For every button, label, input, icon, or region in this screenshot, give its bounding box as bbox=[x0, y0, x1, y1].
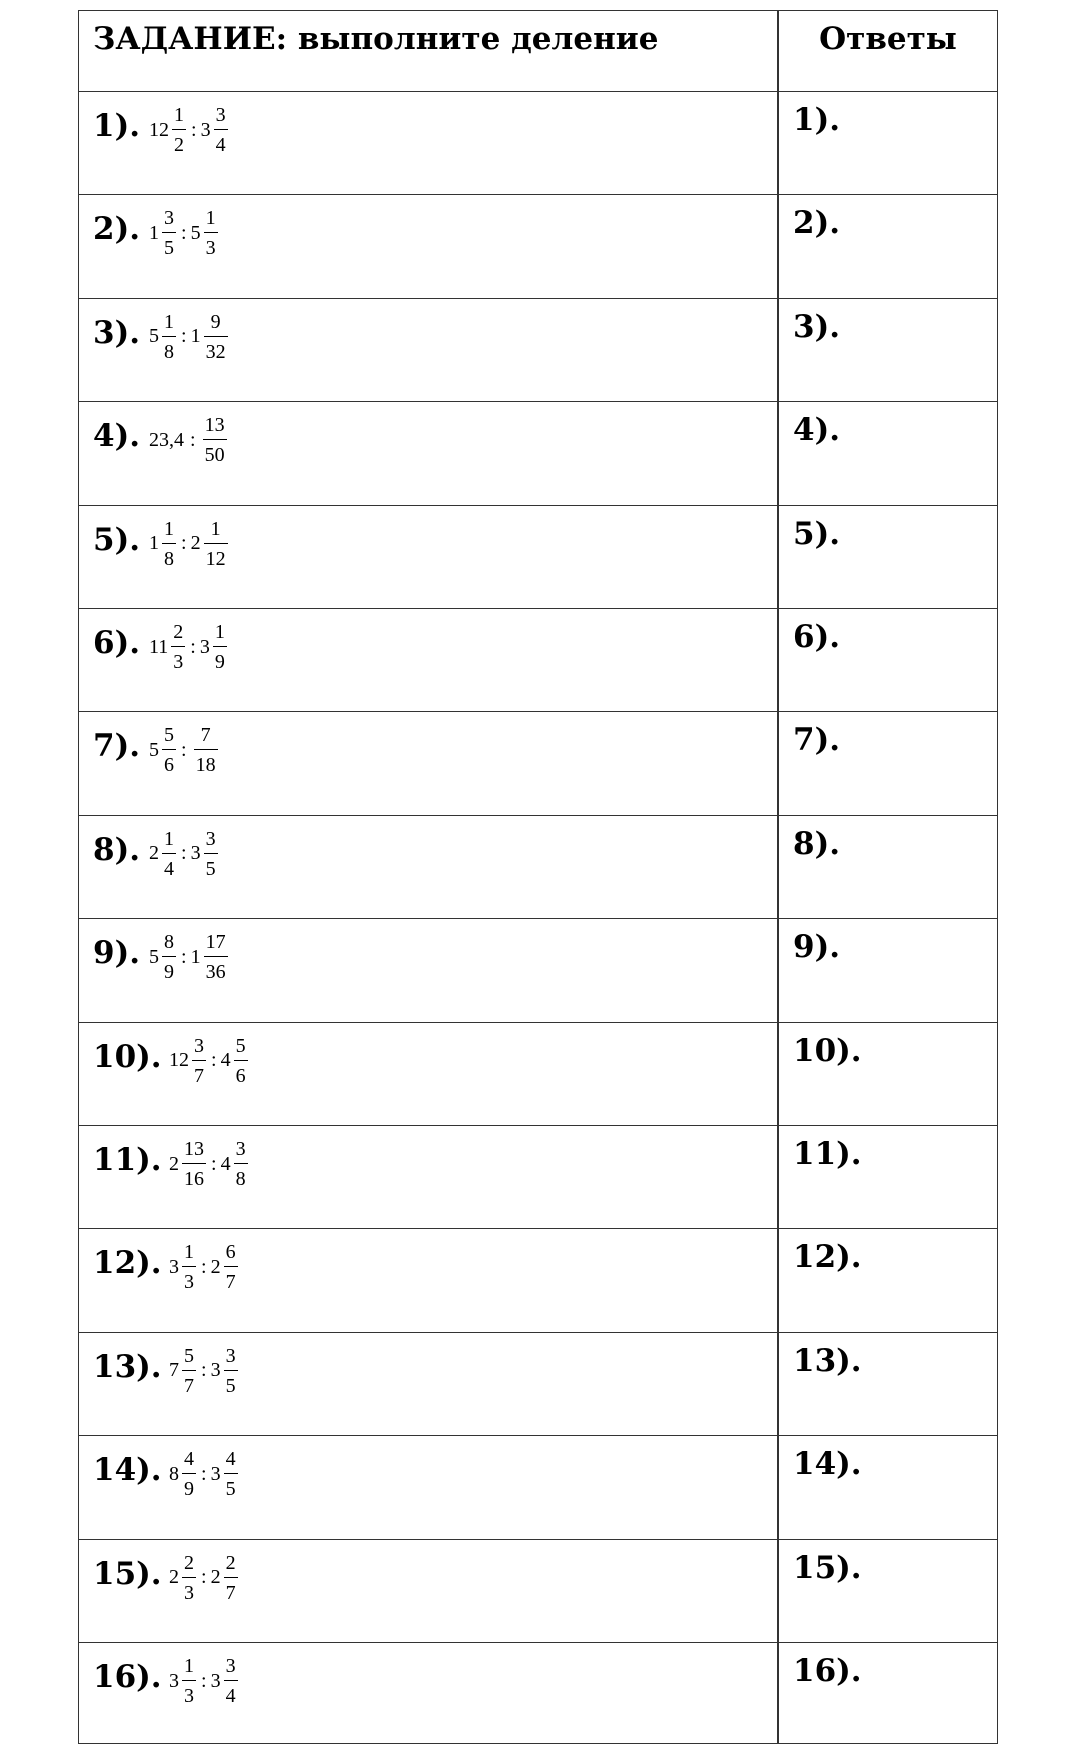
division-expression bbox=[149, 615, 228, 679]
denominator: 7 bbox=[194, 1064, 204, 1087]
task-number: 5). bbox=[93, 521, 141, 558]
fraction bbox=[162, 208, 176, 258]
numerator: 5 bbox=[164, 724, 174, 747]
fraction bbox=[203, 415, 227, 465]
denominator: 7 bbox=[225, 1271, 236, 1294]
division-operator: : bbox=[201, 1462, 207, 1485]
whole-part: 7 bbox=[169, 1359, 179, 1382]
fraction bbox=[213, 622, 227, 672]
division-expression bbox=[149, 408, 228, 472]
answer-field[interactable]: 4). bbox=[793, 412, 841, 449]
answer-field[interactable]: 10). bbox=[793, 1032, 862, 1069]
whole-part: 1 bbox=[190, 325, 201, 348]
whole-part: 3 bbox=[210, 1462, 221, 1485]
fraction bbox=[204, 519, 228, 569]
denominator: 36 bbox=[205, 961, 226, 984]
numerator: 1 bbox=[174, 104, 184, 126]
denominator: 9 bbox=[214, 651, 225, 673]
numerator: 1 bbox=[164, 827, 174, 850]
fraction bbox=[182, 1449, 196, 1499]
task-row bbox=[79, 1539, 997, 1642]
fraction bbox=[182, 1346, 196, 1396]
task-number: 1). bbox=[93, 108, 141, 144]
division-operator: : bbox=[181, 842, 187, 865]
fraction bbox=[204, 829, 218, 879]
answer-field[interactable]: 16). bbox=[793, 1653, 862, 1689]
division-operator: : bbox=[181, 221, 187, 244]
answer-field[interactable]: 6). bbox=[793, 619, 841, 655]
fraction bbox=[182, 1242, 196, 1292]
denominator: 7 bbox=[184, 1374, 194, 1397]
numerator: 3 bbox=[235, 1138, 246, 1160]
fraction bbox=[182, 1656, 196, 1706]
numerator: 3 bbox=[225, 1344, 236, 1367]
denominator: 6 bbox=[235, 1064, 246, 1087]
division-operator: : bbox=[211, 1152, 217, 1175]
whole-part: 8 bbox=[169, 1462, 179, 1485]
task-row bbox=[79, 298, 997, 401]
denominator: 18 bbox=[195, 754, 216, 777]
task-column-header: ЗАДАНИЕ: выполните деление bbox=[93, 21, 659, 57]
denominator: 5 bbox=[225, 1374, 236, 1397]
numerator: 3 bbox=[225, 1655, 236, 1677]
division-operator: : bbox=[190, 635, 196, 658]
division-operator: : bbox=[181, 532, 187, 555]
whole-part: 1 bbox=[149, 532, 159, 555]
whole-part: 5 bbox=[190, 221, 201, 244]
denominator: 16 bbox=[184, 1168, 204, 1190]
division-operator: : bbox=[201, 1359, 207, 1382]
numerator: 1 bbox=[205, 207, 216, 230]
answer-field[interactable]: 15). bbox=[793, 1549, 862, 1586]
answer-field[interactable]: 14). bbox=[793, 1446, 862, 1483]
division-expression bbox=[149, 512, 229, 576]
division-expression bbox=[169, 1546, 239, 1610]
task-number: 15). bbox=[93, 1555, 162, 1592]
division-expression bbox=[169, 1132, 249, 1196]
task-row bbox=[79, 401, 997, 504]
division-expression bbox=[149, 201, 219, 265]
numerator: 1 bbox=[214, 621, 225, 643]
task-row bbox=[79, 815, 997, 918]
whole-part: 3 bbox=[190, 842, 201, 865]
denominator: 9 bbox=[164, 961, 174, 984]
task-row bbox=[79, 1642, 997, 1745]
numerator: 1 bbox=[164, 310, 174, 333]
whole-part: 2 bbox=[210, 1255, 221, 1278]
whole-part: 4 bbox=[220, 1152, 231, 1175]
task-row bbox=[79, 1228, 997, 1331]
numerator: 4 bbox=[225, 1448, 236, 1471]
numerator: 3 bbox=[215, 104, 226, 126]
division-expression bbox=[169, 1442, 239, 1506]
fraction bbox=[162, 725, 176, 775]
task-row bbox=[79, 505, 997, 608]
numerator: 2 bbox=[173, 621, 184, 643]
answer-field[interactable]: 1). bbox=[793, 102, 841, 138]
fraction bbox=[192, 1036, 206, 1086]
denominator: 32 bbox=[205, 340, 226, 363]
task-number: 2). bbox=[93, 211, 141, 248]
task-number: 9). bbox=[93, 935, 141, 972]
numerator: 9 bbox=[210, 310, 221, 333]
denominator: 12 bbox=[205, 547, 226, 570]
division-operator: : bbox=[201, 1669, 207, 1692]
denominator: 3 bbox=[184, 1581, 194, 1604]
denominator: 5 bbox=[205, 857, 216, 880]
division-expression bbox=[149, 305, 229, 369]
task-number: 6). bbox=[93, 625, 141, 661]
denominator: 8 bbox=[164, 340, 174, 363]
answer-field[interactable]: 5). bbox=[793, 515, 841, 552]
numerator: 13 bbox=[204, 414, 225, 437]
task-row bbox=[79, 1022, 997, 1125]
division-expression bbox=[169, 1649, 239, 1713]
numerator: 5 bbox=[235, 1034, 246, 1057]
whole-part: 1 bbox=[190, 945, 201, 968]
task-row bbox=[79, 1125, 997, 1228]
fraction bbox=[204, 932, 228, 982]
denominator: 3 bbox=[205, 237, 216, 260]
whole-part: 23,4 bbox=[149, 428, 184, 451]
denominator: 2 bbox=[174, 134, 184, 156]
fraction bbox=[224, 1553, 238, 1603]
numerator: 3 bbox=[164, 207, 174, 230]
division-operator: : bbox=[201, 1566, 207, 1589]
denominator: 4 bbox=[164, 857, 174, 880]
fraction bbox=[224, 1449, 238, 1499]
task-number: 7). bbox=[93, 728, 141, 765]
fraction bbox=[224, 1346, 238, 1396]
task-number: 12). bbox=[93, 1245, 162, 1282]
fraction bbox=[234, 1139, 248, 1189]
division-operator: : bbox=[181, 325, 187, 348]
header-row bbox=[79, 11, 997, 91]
numerator: 1 bbox=[210, 517, 221, 540]
answer-field[interactable]: 9). bbox=[793, 929, 841, 966]
denominator: 4 bbox=[225, 1685, 236, 1707]
fraction bbox=[182, 1553, 196, 1603]
whole-part: 3 bbox=[169, 1255, 179, 1278]
division-operator: : bbox=[181, 738, 187, 761]
task-row bbox=[79, 918, 997, 1021]
division-expression bbox=[169, 1235, 239, 1299]
whole-part: 5 bbox=[149, 738, 159, 761]
answer-field[interactable]: 11). bbox=[793, 1136, 862, 1172]
denominator: 8 bbox=[235, 1168, 246, 1190]
answer-field[interactable]: 2). bbox=[793, 205, 841, 242]
numerator: 1 bbox=[184, 1241, 194, 1264]
whole-part: 3 bbox=[200, 118, 211, 141]
whole-part: 4 bbox=[220, 1049, 231, 1072]
whole-part: 12 bbox=[169, 1049, 189, 1072]
denominator: 9 bbox=[184, 1478, 194, 1501]
task-number: 11). bbox=[93, 1142, 162, 1178]
fraction bbox=[162, 932, 176, 982]
numerator: 5 bbox=[184, 1344, 194, 1367]
task-number: 13). bbox=[93, 1348, 162, 1385]
whole-part: 5 bbox=[149, 945, 159, 968]
fraction bbox=[171, 622, 185, 672]
division-expression bbox=[149, 925, 229, 989]
division-expression bbox=[149, 718, 219, 782]
numerator: 7 bbox=[200, 724, 211, 747]
division-expression bbox=[149, 822, 219, 886]
fraction bbox=[172, 105, 186, 155]
task-row bbox=[79, 194, 997, 297]
task-number: 3). bbox=[93, 314, 141, 351]
division-operator: : bbox=[181, 945, 187, 968]
answer-field[interactable]: 12). bbox=[793, 1239, 862, 1276]
task-number: 16). bbox=[93, 1659, 162, 1695]
fraction bbox=[224, 1656, 238, 1706]
task-row bbox=[79, 608, 997, 711]
fraction bbox=[182, 1139, 206, 1189]
denominator: 8 bbox=[164, 547, 174, 570]
numerator: 3 bbox=[194, 1034, 204, 1057]
denominator: 3 bbox=[173, 651, 184, 673]
answer-field[interactable]: 7). bbox=[793, 722, 841, 759]
answer-field[interactable]: 3). bbox=[793, 308, 841, 345]
denominator: 6 bbox=[164, 754, 174, 777]
division-expression bbox=[169, 1029, 249, 1093]
whole-part: 2 bbox=[190, 532, 201, 555]
whole-part: 5 bbox=[149, 325, 159, 348]
whole-part: 1 bbox=[149, 221, 159, 244]
numerator: 8 bbox=[164, 931, 174, 954]
whole-part: 3 bbox=[210, 1669, 221, 1692]
task-row bbox=[79, 1332, 997, 1435]
numerator: 3 bbox=[205, 827, 216, 850]
task-row bbox=[79, 711, 997, 814]
whole-part: 12 bbox=[149, 118, 169, 141]
task-row bbox=[79, 1435, 997, 1538]
numerator: 2 bbox=[225, 1551, 236, 1574]
task-number: 10). bbox=[93, 1038, 162, 1075]
whole-part: 2 bbox=[149, 842, 159, 865]
whole-part: 11 bbox=[149, 635, 169, 658]
fraction bbox=[162, 519, 176, 569]
answer-field[interactable]: 8). bbox=[793, 825, 841, 862]
denominator: 5 bbox=[164, 237, 174, 260]
whole-part: 2 bbox=[210, 1566, 221, 1589]
division-expression bbox=[169, 1339, 239, 1403]
denominator: 3 bbox=[184, 1685, 194, 1707]
denominator: 50 bbox=[204, 444, 225, 467]
whole-part: 3 bbox=[199, 635, 210, 658]
fraction bbox=[214, 105, 228, 155]
denominator: 7 bbox=[225, 1581, 236, 1604]
denominator: 3 bbox=[184, 1271, 194, 1294]
division-operator: : bbox=[191, 118, 197, 141]
whole-part: 2 bbox=[169, 1566, 179, 1589]
numerator: 2 bbox=[184, 1551, 194, 1574]
worksheet-table bbox=[78, 10, 998, 1744]
numerator: 17 bbox=[205, 931, 226, 954]
division-operator: : bbox=[211, 1049, 217, 1072]
division-expression bbox=[149, 98, 229, 162]
fraction bbox=[234, 1036, 248, 1086]
division-operator: : bbox=[201, 1255, 207, 1278]
fraction bbox=[194, 725, 218, 775]
denominator: 4 bbox=[215, 134, 226, 156]
task-row bbox=[79, 91, 997, 194]
fraction bbox=[224, 1242, 238, 1292]
numerator: 6 bbox=[225, 1241, 236, 1264]
task-number: 8). bbox=[93, 831, 141, 868]
numerator: 1 bbox=[184, 1655, 194, 1677]
numerator: 13 bbox=[184, 1138, 204, 1160]
fraction bbox=[204, 208, 218, 258]
task-number: 14). bbox=[93, 1452, 162, 1489]
numerator: 4 bbox=[184, 1448, 194, 1471]
whole-part: 3 bbox=[210, 1359, 221, 1382]
denominator: 5 bbox=[225, 1478, 236, 1501]
fraction bbox=[162, 829, 176, 879]
task-number: 4). bbox=[93, 418, 141, 455]
fraction bbox=[204, 312, 228, 362]
answer-field[interactable]: 13). bbox=[793, 1342, 862, 1379]
division-operator: : bbox=[190, 428, 196, 451]
whole-part: 3 bbox=[169, 1669, 179, 1692]
whole-part: 2 bbox=[169, 1152, 179, 1175]
numerator: 1 bbox=[164, 517, 174, 540]
fraction bbox=[162, 312, 176, 362]
answers-column-header: Ответы bbox=[819, 21, 957, 57]
